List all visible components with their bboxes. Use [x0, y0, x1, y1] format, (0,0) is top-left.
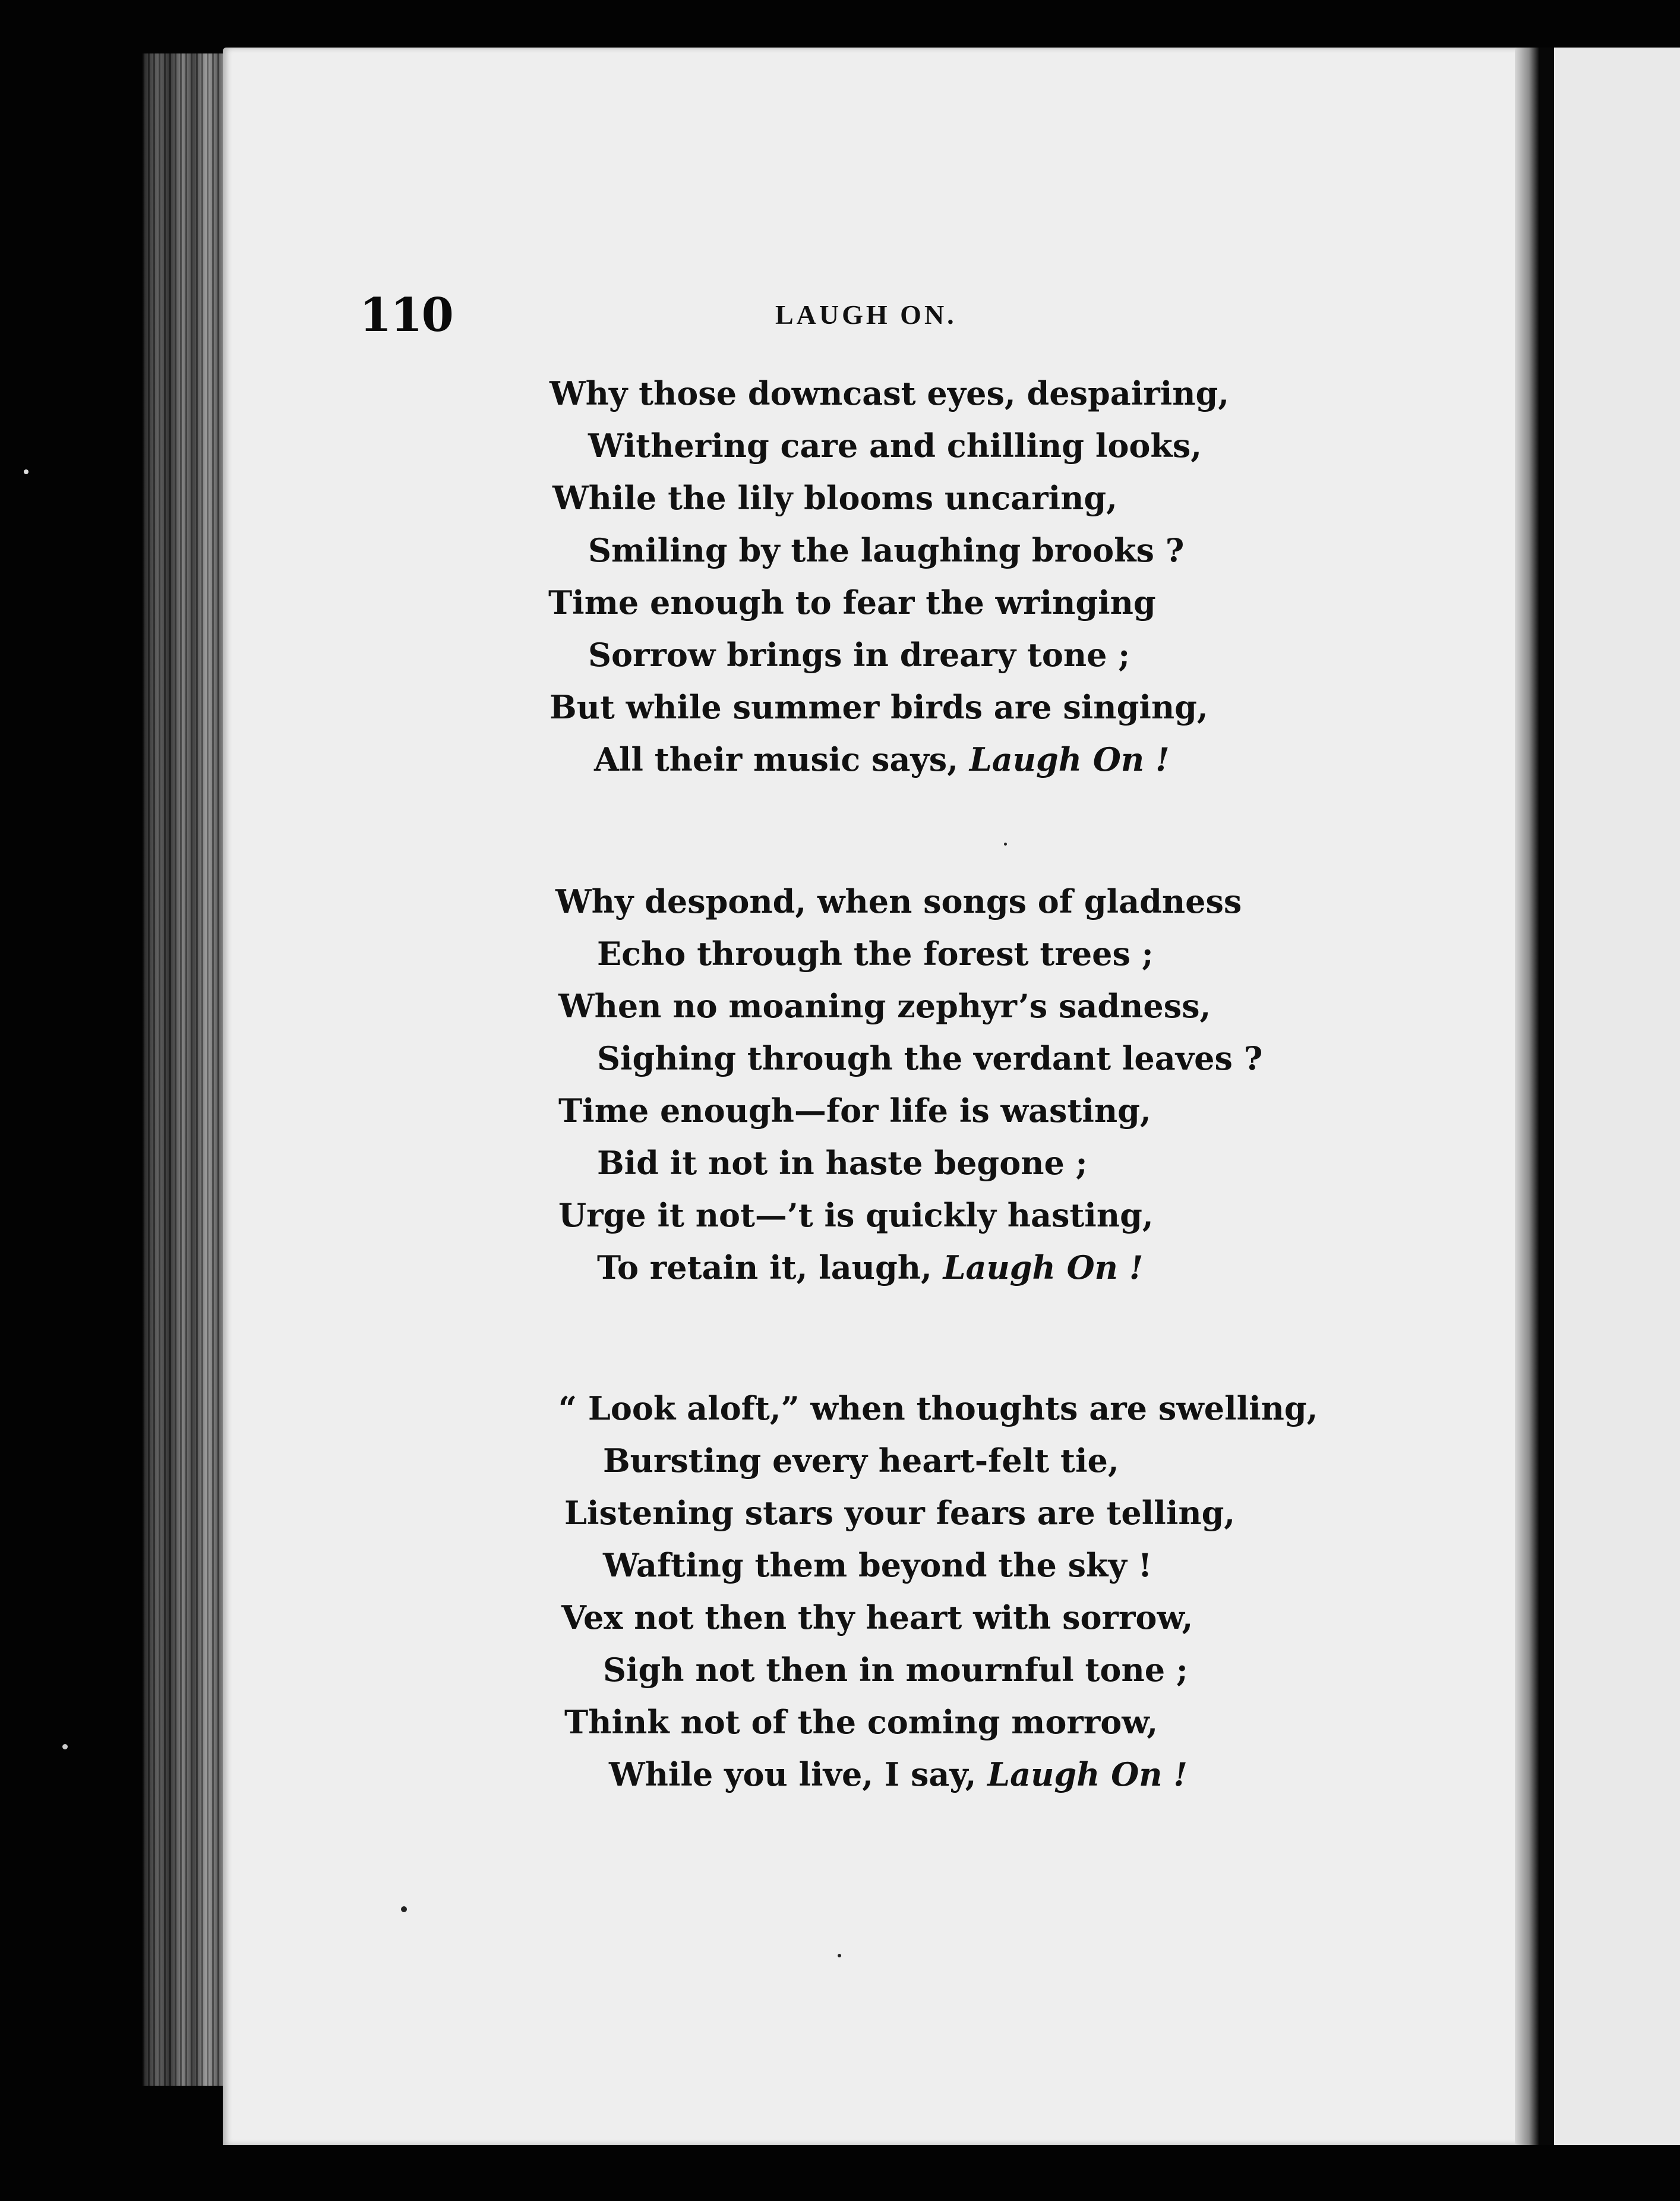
- ink-speck: [1004, 843, 1007, 846]
- poem-line: Listening stars your fears are telling,: [564, 1494, 1236, 1532]
- dust-speck: [62, 1744, 68, 1749]
- dust-speck: [24, 469, 29, 474]
- facing-page-edge: [1554, 48, 1680, 2145]
- poem-line: Bid it not in haste begone ;: [597, 1144, 1088, 1182]
- poem-line: When no moaning zephyr’s sadness,: [558, 987, 1211, 1025]
- poem-line: “ Look aloft,” when thoughts are swelling,: [558, 1389, 1318, 1427]
- poem-line: Bursting every heart-felt tie,: [603, 1442, 1119, 1480]
- poem-line: Vex not then thy heart with sorrow,: [561, 1598, 1193, 1636]
- poem-line: Echo through the forest trees ;: [597, 935, 1154, 973]
- running-title: LAUGH ON.: [775, 299, 957, 330]
- poem-line: Time enough—for life is wasting,: [558, 1092, 1151, 1130]
- printed-page: [223, 48, 1536, 2145]
- poem-line: Urge it not—’t is quickly hasting,: [558, 1196, 1154, 1234]
- poem-line: Sighing through the verdant leaves ?: [597, 1039, 1263, 1077]
- poem-line: Withering care and chilling looks,: [588, 427, 1202, 465]
- poem-line: Sigh not then in mournful tone ;: [603, 1651, 1188, 1689]
- poem-line: To retain it, laugh, Laugh On !: [597, 1248, 1144, 1286]
- ink-speck: [401, 1906, 407, 1912]
- poem-line: Smiling by the laughing brooks ?: [588, 531, 1185, 569]
- poem-line: Sorrow brings in dreary tone ;: [588, 636, 1130, 674]
- poem-line: Why those downcast eyes, despairing,: [550, 374, 1230, 412]
- poem-line: Think not of the coming morrow,: [564, 1703, 1158, 1741]
- page-number: 110: [359, 288, 453, 342]
- page-edges: [143, 53, 232, 2086]
- poem-line: While the lily blooms uncaring,: [552, 479, 1117, 517]
- poem-line: Why despond, when songs of gladness: [555, 882, 1242, 920]
- poem-line: But while summer birds are singing,: [550, 688, 1208, 726]
- page-header: [223, 288, 1536, 348]
- ink-speck: [838, 1954, 841, 1957]
- poem-line: While you live, I say, Laugh On !: [609, 1755, 1188, 1793]
- poem-line: Wafting them beyond the sky !: [603, 1546, 1152, 1584]
- gutter-shadow: [1539, 48, 1554, 2145]
- poem-line: All their music says, Laugh On !: [594, 740, 1170, 778]
- poem-line: Time enough to fear the wringing: [548, 584, 1156, 622]
- book-gutter: [1515, 48, 1539, 2145]
